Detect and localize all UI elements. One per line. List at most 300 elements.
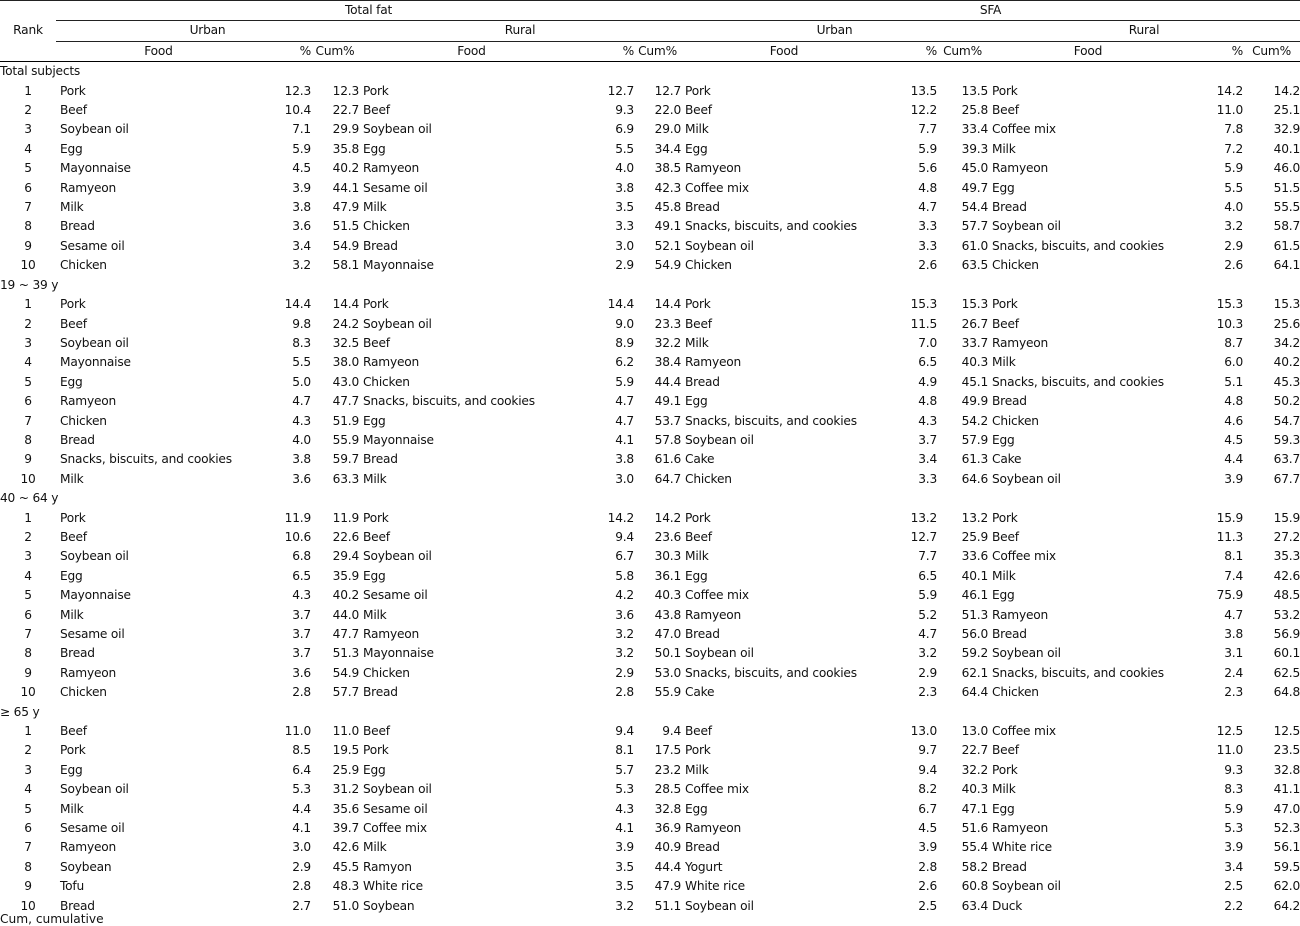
sfa-urban-food-cell: Yogurt <box>685 859 723 874</box>
sfa-urban-food-cell: Snacks, biscuits, and cookies <box>685 219 857 234</box>
tf-urban-pct-cell: 5.0 <box>292 374 311 389</box>
tf-rural-food-cell: Snacks, biscuits, and cookies <box>363 394 535 409</box>
sfa-urban-cum-cell: 55.4 <box>961 840 989 855</box>
sfa-rural-cum-cell: 53.2 <box>1273 607 1300 622</box>
section-label: 19 ~ 39 y <box>0 277 59 292</box>
rank-cell: 9 <box>24 879 32 894</box>
sfa-urban-pct-cell: 4.9 <box>918 374 938 389</box>
tf-rural-cum-cell: 36.9 <box>654 821 682 836</box>
tf-urban-food-cell: Beef <box>60 103 87 118</box>
sfa-urban-cum-cell: 61.3 <box>961 452 989 467</box>
tf-rural-food-cell: Milk <box>363 607 387 622</box>
tf-rural-cum-cell: 32.8 <box>654 801 682 816</box>
tf-rural-food-cell: Pork <box>363 510 389 525</box>
tf-rural-cum-cell: 32.2 <box>654 335 682 350</box>
sfa-urban-food-cell: Chicken <box>685 258 732 273</box>
table-row <box>0 101 1300 120</box>
sfa-urban-cum-cell: 25.9 <box>961 529 989 544</box>
table-row <box>0 567 1300 586</box>
rank-cell: 2 <box>24 743 32 758</box>
tf-rural-pct-cell: 14.4 <box>607 297 634 312</box>
sfa-rural-pct-cell: 11.0 <box>1216 743 1244 758</box>
tf-rural-food-cell: Soybean oil <box>363 549 432 564</box>
sfa-urban-pct-cell: 4.8 <box>918 180 938 195</box>
sfa-rural-food-cell: Soybean oil <box>992 471 1061 486</box>
tf-urban-cum-cell: 54.9 <box>332 238 359 253</box>
rank-cell: 8 <box>24 219 32 234</box>
table-row <box>0 353 1300 372</box>
tf-urban-pct-cell: 2.9 <box>292 859 311 874</box>
table-row <box>0 722 1300 741</box>
sfa-rural-cum-cell: 41.1 <box>1273 782 1300 797</box>
tf-rural-cum-cell: 50.1 <box>654 646 682 661</box>
sfa-rural-food-cell: White rice <box>992 840 1052 855</box>
sfa-rural-food-cell: Ramyeon <box>992 335 1049 350</box>
sfa-rural-food-cell: Milk <box>992 355 1016 370</box>
table-row <box>0 431 1300 450</box>
tf-rural-pct-cell: 2.9 <box>615 258 634 273</box>
tf-urban-food-cell: Sesame oil <box>60 627 125 641</box>
sfa-urban-food-cell: Ramyeon <box>685 607 742 622</box>
tf-urban-food-cell: Soybean <box>60 859 112 874</box>
tf-urban-cum-cell: 59.7 <box>332 452 359 467</box>
sfa-rural-pct-cell: 5.3 <box>1224 821 1244 836</box>
sfa-rural-cum-cell: 15.9 <box>1273 510 1300 525</box>
sfa-rural-pct-cell: 11.3 <box>1216 529 1244 544</box>
sfa-rural-cum-cell: 52.3 <box>1273 821 1300 836</box>
tf-rural-pct-cell: 4.2 <box>615 588 634 603</box>
tf-rural-pct-cell: 8.1 <box>615 743 634 758</box>
sfa-rural-pct-cell: 2.5 <box>1224 879 1244 894</box>
sfa-urban-food-cell: Milk <box>685 549 709 564</box>
pct-column-header: % <box>622 43 634 58</box>
sfa-rural-food-cell: Beef <box>992 103 1019 118</box>
tf-urban-food-cell: Bread <box>60 646 95 661</box>
sfa-urban-cum-cell: 40.1 <box>961 568 989 583</box>
table-row <box>0 644 1300 663</box>
sfa-rural-food-cell: Soybean oil <box>992 219 1061 234</box>
tf-rural-cum-cell: 64.7 <box>654 471 682 486</box>
tf-urban-food-cell: Pork <box>60 743 86 758</box>
sfa-rural-food-cell: Pork <box>992 83 1018 98</box>
rank-cell: 8 <box>24 859 32 874</box>
sfa-rural-food-cell: Milk <box>992 568 1016 583</box>
sfa-urban-cum-cell: 61.0 <box>961 238 989 253</box>
section-row <box>0 489 1300 508</box>
sfa-urban-cum-cell: 60.8 <box>961 879 989 894</box>
table-row <box>0 120 1300 139</box>
sfa-urban-food-cell: Egg <box>685 394 708 409</box>
sfa-urban-pct-cell: 2.6 <box>918 879 938 894</box>
tf-urban-cum-cell: 11.9 <box>332 510 359 525</box>
tf-urban-cum-cell: 55.9 <box>332 432 359 447</box>
sfa-rural-cum-cell: 64.8 <box>1273 685 1300 700</box>
sfa-rural-pct-cell: 15.3 <box>1216 297 1244 312</box>
cum-column-header: Cum% <box>1252 43 1291 58</box>
tf-rural-food-cell: Egg <box>363 762 386 777</box>
rank-cell: 1 <box>24 724 32 739</box>
sfa-rural-food-cell: Pork <box>992 297 1018 312</box>
sfa-rural-food-cell: Pork <box>992 762 1018 777</box>
rank-cell: 1 <box>24 297 32 312</box>
sfa-rural-cum-cell: 14.2 <box>1273 83 1300 98</box>
table-row <box>0 780 1300 799</box>
tf-rural-food-cell: Soybean oil <box>363 782 432 797</box>
sfa-rural-pct-cell: 9.3 <box>1224 762 1244 777</box>
tf-rural-food-cell: Coffee mix <box>363 821 427 836</box>
sfa-rural-pct-cell: 11.0 <box>1216 103 1244 118</box>
sfa-urban-food-cell: Coffee mix <box>685 782 749 797</box>
sfa-rural-cum-cell: 51.5 <box>1273 180 1300 195</box>
tf-urban-food-cell: Pork <box>60 83 86 98</box>
sfa-urban-food-cell: Milk <box>685 335 709 350</box>
sfa-urban-food-cell: Coffee mix <box>685 588 749 603</box>
tf-rural-cum-cell: 44.4 <box>654 374 682 389</box>
tf-rural-pct-cell: 9.0 <box>615 316 634 331</box>
tf-rural-pct-cell: 3.2 <box>615 898 634 913</box>
sfa-rural-pct-cell: 2.3 <box>1224 685 1244 700</box>
sfa-urban-cum-cell: 51.3 <box>961 607 989 622</box>
tf-rural-pct-cell: 4.1 <box>615 821 634 836</box>
sfa-urban-food-cell: Beef <box>685 103 712 118</box>
tf-rural-pct-cell: 3.8 <box>615 452 634 467</box>
tf-rural-food-cell: Beef <box>363 335 390 350</box>
sfa-urban-cum-cell: 25.8 <box>961 103 989 118</box>
table-row <box>0 819 1300 838</box>
sfa-rural-food-cell: Pork <box>992 510 1018 525</box>
table-row <box>0 412 1300 431</box>
sfa-urban-cum-cell: 47.1 <box>961 801 989 816</box>
tf-urban-cum-cell: 40.2 <box>332 161 359 176</box>
sfa-rural-food-cell: Egg <box>992 588 1015 603</box>
tf-urban-pct-cell: 3.2 <box>292 258 311 273</box>
sfa-rural-pct-cell: 4.5 <box>1224 432 1244 447</box>
table-row <box>0 450 1300 469</box>
tf-rural-cum-cell: 22.0 <box>654 103 682 118</box>
sfa-rural-food-cell: Bread <box>992 200 1027 215</box>
sfa-rural-cum-cell: 50.2 <box>1273 394 1300 409</box>
sfa-urban-pct-cell: 12.7 <box>910 529 938 544</box>
tf-rural-food-cell: Sesame oil <box>363 180 428 195</box>
sfa-rural-pct-cell: 8.3 <box>1224 782 1244 797</box>
tf-rural-pct-cell: 5.3 <box>615 782 634 797</box>
sfa-rural-food-cell: Milk <box>992 141 1016 156</box>
tf-urban-cum-cell: 51.3 <box>332 646 359 661</box>
tf-urban-cum-cell: 35.8 <box>332 141 359 156</box>
sfa-urban-food-cell: Milk <box>685 762 709 777</box>
tf-rural-pct-cell: 9.4 <box>615 724 634 739</box>
table-row <box>0 625 1300 644</box>
tf-rural-pct-cell: 5.9 <box>615 374 634 389</box>
sfa-rural-food-cell: Egg <box>992 801 1015 816</box>
cum-column-header: Cum% <box>315 43 355 58</box>
sfa-rural-pct-cell: 3.2 <box>1224 219 1244 234</box>
tf-rural-food-cell: Mayonnaise <box>363 646 434 661</box>
tf-rural-food-cell: Egg <box>363 141 386 156</box>
sfa-rural-cum-cell: 54.7 <box>1273 413 1300 428</box>
tf-urban-cum-cell: 35.6 <box>332 801 359 816</box>
sfa-rural-cum-cell: 62.5 <box>1273 665 1300 680</box>
table-row <box>0 198 1300 217</box>
sfa-rural-food-cell: Chicken <box>992 685 1039 700</box>
sfa-urban-cum-cell: 51.6 <box>961 821 989 836</box>
sfa-urban-cum-cell: 40.3 <box>961 355 989 370</box>
tf-urban-food-cell: Bread <box>60 432 95 447</box>
tf-urban-food-cell: Beef <box>60 724 87 739</box>
sfa-urban-food-cell: Soybean oil <box>685 432 754 447</box>
tf-rural-food-cell: Egg <box>363 413 386 428</box>
tf-urban-pct-cell: 3.8 <box>292 200 311 215</box>
sfa-urban-cum-cell: 54.2 <box>961 413 989 428</box>
cum-column-header: Cum% <box>638 43 677 58</box>
tf-rural-food-cell: Bread <box>363 685 398 700</box>
sfa-rural-pct-cell: 3.8 <box>1224 627 1244 641</box>
rank-cell: 10 <box>20 898 36 913</box>
sfa-rural-food-cell: Ramyeon <box>992 821 1049 836</box>
tf-urban-food-cell: Beef <box>60 529 87 544</box>
sfa-rural-food-cell: Beef <box>992 529 1019 544</box>
tf-rural-cum-cell: 51.1 <box>654 898 682 913</box>
sfa-rural-pct-cell: 7.8 <box>1224 122 1244 137</box>
tf-rural-pct-cell: 3.8 <box>615 180 634 195</box>
sfa-rural-cum-cell: 15.3 <box>1273 297 1300 312</box>
rank-cell: 3 <box>24 549 32 564</box>
sfa-urban-food-cell: Pork <box>685 743 711 758</box>
sfa-rural-cum-cell: 61.5 <box>1273 238 1300 253</box>
sfa-urban-food-cell: Bread <box>685 840 720 855</box>
tf-rural-cum-cell: 28.5 <box>654 782 682 797</box>
tf-urban-food-cell: Soybean oil <box>60 782 129 797</box>
pct-column-header: % <box>1231 43 1244 58</box>
tf-urban-pct-cell: 10.4 <box>284 103 311 118</box>
tf-rural-food-cell: Sesame oil <box>363 588 428 603</box>
sfa-rural-cum-cell: 23.5 <box>1273 743 1300 758</box>
tf-rural-food-cell: Ramyeon <box>363 355 420 370</box>
tf-rural-food-cell: Soybean <box>363 898 415 913</box>
rank-cell: 4 <box>24 568 32 583</box>
sfa-rural-pct-cell: 3.9 <box>1224 840 1244 855</box>
sfa-rural-pct-cell: 4.6 <box>1224 413 1244 428</box>
rank-cell: 4 <box>24 782 32 797</box>
tf-urban-pct-cell: 8.5 <box>292 743 311 758</box>
sfa-urban-pct-cell: 2.6 <box>918 258 938 273</box>
tf-rural-pct-cell: 3.6 <box>615 607 634 622</box>
tf-rural-cum-cell: 17.5 <box>654 743 682 758</box>
table-header <box>0 1 1300 62</box>
sfa-rural-cum-cell: 56.9 <box>1273 627 1300 641</box>
sfa-urban-cum-cell: 33.4 <box>961 122 989 137</box>
section-label: 40 ~ 64 y <box>0 491 59 506</box>
sfa-urban-cum-cell: 56.0 <box>961 627 989 641</box>
sfa-urban-food-cell: Snacks, biscuits, and cookies <box>685 413 857 428</box>
rank-cell: 9 <box>24 665 32 680</box>
tf-rural-food-cell: Pork <box>363 83 389 98</box>
tf-rural-pct-cell: 6.2 <box>615 355 634 370</box>
tf-urban-pct-cell: 3.4 <box>292 238 311 253</box>
tf-rural-pct-cell: 4.0 <box>615 161 634 176</box>
food-column-header: Food <box>144 43 173 58</box>
tf-urban-food-cell: Sesame oil <box>60 238 125 253</box>
table-row <box>0 179 1300 198</box>
tf-urban-pct-cell: 5.3 <box>292 782 311 797</box>
cum-column-header: Cum% <box>943 43 982 58</box>
tf-urban-food-cell: Pork <box>60 297 86 312</box>
sfa-rural-cum-cell: 55.5 <box>1273 200 1300 215</box>
section-label: ≥ 65 y <box>0 704 40 719</box>
sfa-urban-pct-cell: 3.4 <box>918 452 938 467</box>
sfa-rural-pct-cell: 2.9 <box>1224 238 1244 253</box>
table-row <box>0 858 1300 877</box>
tf-rural-cum-cell: 47.0 <box>654 627 682 641</box>
sfa-urban-cum-cell: 59.2 <box>961 646 989 661</box>
sfa-rural-cum-cell: 40.2 <box>1273 355 1300 370</box>
sfa-urban-pct-cell: 15.3 <box>910 297 938 312</box>
tf-urban-cum-cell: 32.5 <box>332 335 359 350</box>
tf-urban-food-cell: Snacks, biscuits, and cookies <box>60 452 232 467</box>
sfa-header: SFA <box>681 1 1300 21</box>
sfa-urban-cum-cell: 57.9 <box>961 432 989 447</box>
sfa-urban-pct-cell: 4.5 <box>918 821 938 836</box>
tf-rural-food-cell: Ramyon <box>363 859 412 874</box>
sfa-urban-food-cell: Soybean oil <box>685 238 754 253</box>
tf-rural-cum-cell: 54.9 <box>654 258 682 273</box>
sfa-urban-cum-cell: 45.0 <box>961 161 989 176</box>
section-row <box>0 62 1300 82</box>
tf-rural-cum-cell: 61.6 <box>654 452 682 467</box>
table-row <box>0 334 1300 353</box>
tf-urban-food-cell: Ramyeon <box>60 394 117 409</box>
tf-rural-cum-cell: 34.4 <box>654 141 682 156</box>
tf-rural-cum-cell: 23.6 <box>654 529 682 544</box>
tf-rural-food-cell: White rice <box>363 879 423 894</box>
total-fat-header: Total fat <box>56 1 681 21</box>
tf-rural-cum-cell: 47.9 <box>654 879 682 894</box>
sfa-rural-cum-cell: 35.3 <box>1273 549 1300 564</box>
sfa-rural-food-cell: Coffee mix <box>992 724 1056 739</box>
sfa-urban-cum-cell: 49.9 <box>961 394 989 409</box>
tf-rural-pct-cell: 4.7 <box>615 394 634 409</box>
tf-rural-pct-cell: 2.8 <box>615 685 634 700</box>
tf-urban-food-cell: Chicken <box>60 413 107 428</box>
tf-rural-cum-cell: 53.0 <box>654 665 682 680</box>
sfa-urban-cum-cell: 39.3 <box>961 141 989 156</box>
rank-cell: 2 <box>24 103 32 118</box>
sfa-rural-pct-cell: 5.1 <box>1224 374 1244 389</box>
column-header-row <box>0 41 1300 61</box>
rank-cell: 9 <box>24 238 32 253</box>
tf-urban-pct-cell: 7.1 <box>292 122 311 137</box>
tf-urban-pct-cell: 2.8 <box>292 685 311 700</box>
sfa-urban-cum-cell: 13.5 <box>961 83 989 98</box>
sfa-rural-header: Rural <box>988 21 1300 41</box>
sfa-rural-pct-cell: 5.9 <box>1224 161 1244 176</box>
section-label: Total subjects <box>0 64 81 79</box>
sfa-rural-pct-cell: 2.2 <box>1224 898 1244 913</box>
rank-cell: 5 <box>24 588 32 603</box>
tf-rural-cum-cell: 36.1 <box>654 568 682 583</box>
table-row <box>0 897 1300 916</box>
tf-urban-pct-cell: 14.4 <box>284 297 311 312</box>
sfa-rural-pct-cell: 5.5 <box>1224 180 1244 195</box>
tf-urban-pct-cell: 5.5 <box>292 355 311 370</box>
tf-urban-cum-cell: 29.4 <box>332 549 359 564</box>
footnote: Cum, cumulative <box>0 912 104 926</box>
tf-rural-food-cell: Egg <box>363 568 386 583</box>
table-row <box>0 800 1300 819</box>
tf-urban-cum-cell: 58.1 <box>332 258 359 273</box>
tf-rural-cum-cell: 45.8 <box>654 200 682 215</box>
sfa-urban-food-cell: Ramyeon <box>685 821 742 836</box>
sfa-urban-pct-cell: 7.7 <box>918 549 938 564</box>
food-column-header: Food <box>457 43 486 58</box>
table-row <box>0 741 1300 760</box>
tf-urban-cum-cell: 45.5 <box>332 859 359 874</box>
tf-rural-food-cell: Chicken <box>363 374 410 389</box>
tf-rural-food-cell: Beef <box>363 103 390 118</box>
tf-urban-food-cell: Sesame oil <box>60 821 125 836</box>
sfa-rural-pct-cell: 8.1 <box>1224 549 1244 564</box>
tf-urban-food-cell: Soybean oil <box>60 122 129 137</box>
tf-rural-food-cell: Chicken <box>363 219 410 234</box>
tf-rural-food-cell: Pork <box>363 743 389 758</box>
sfa-rural-food-cell: Milk <box>992 782 1016 797</box>
tf-urban-cum-cell: 44.0 <box>332 607 359 622</box>
sfa-urban-pct-cell: 5.9 <box>918 588 938 603</box>
tf-urban-pct-cell: 4.4 <box>292 801 311 816</box>
sfa-urban-food-cell: Egg <box>685 801 708 816</box>
tf-rural-pct-cell: 8.9 <box>615 335 634 350</box>
tf-rural-pct-cell: 5.7 <box>615 762 634 777</box>
sfa-urban-food-cell: Bread <box>685 200 720 215</box>
sfa-urban-food-cell: Bread <box>685 627 720 641</box>
tf-rural-pct-cell: 3.0 <box>615 238 634 253</box>
sfa-urban-cum-cell: 62.1 <box>961 665 989 680</box>
food-column-header: Food <box>1073 43 1103 58</box>
rank-cell: 10 <box>20 258 36 273</box>
sfa-urban-food-cell: Cake <box>685 452 715 467</box>
tf-rural-cum-cell: 40.3 <box>654 588 682 603</box>
sfa-rural-pct-cell: 3.9 <box>1224 471 1244 486</box>
sfa-rural-cum-cell: 64.1 <box>1273 258 1300 273</box>
tf-rural-cum-cell: 43.8 <box>654 607 682 622</box>
sfa-rural-cum-cell: 42.6 <box>1273 568 1300 583</box>
sfa-urban-cum-cell: 57.7 <box>961 219 989 234</box>
tf-urban-pct-cell: 8.3 <box>292 335 311 350</box>
tf-urban-cum-cell: 54.9 <box>332 665 359 680</box>
tf-urban-food-cell: Ramyeon <box>60 840 117 855</box>
sfa-urban-pct-cell: 12.2 <box>910 103 938 118</box>
tf-urban-pct-cell: 5.9 <box>292 141 311 156</box>
tf-urban-cum-cell: 12.3 <box>332 83 359 98</box>
sfa-urban-pct-cell: 2.8 <box>918 859 938 874</box>
tf-urban-pct-cell: 3.6 <box>292 471 311 486</box>
sfa-rural-cum-cell: 58.7 <box>1273 219 1300 234</box>
sfa-rural-pct-cell: 10.3 <box>1216 316 1244 331</box>
tf-urban-pct-cell: 4.0 <box>292 432 311 447</box>
tf-urban-cum-cell: 51.5 <box>332 219 359 234</box>
table-row <box>0 586 1300 605</box>
sfa-rural-food-cell: Soybean oil <box>992 879 1061 894</box>
tf-urban-pct-cell: 11.9 <box>284 510 311 525</box>
tf-rural-pct-cell: 3.3 <box>615 219 634 234</box>
sfa-urban-pct-cell: 3.3 <box>918 219 938 234</box>
rank-cell: 8 <box>24 646 32 661</box>
tf-rural-food-cell: Milk <box>363 840 387 855</box>
table-row <box>0 392 1300 411</box>
sfa-urban-food-cell: Pork <box>685 297 711 312</box>
sfa-urban-cum-cell: 49.7 <box>961 180 989 195</box>
tf-urban-cum-cell: 47.9 <box>332 200 359 215</box>
